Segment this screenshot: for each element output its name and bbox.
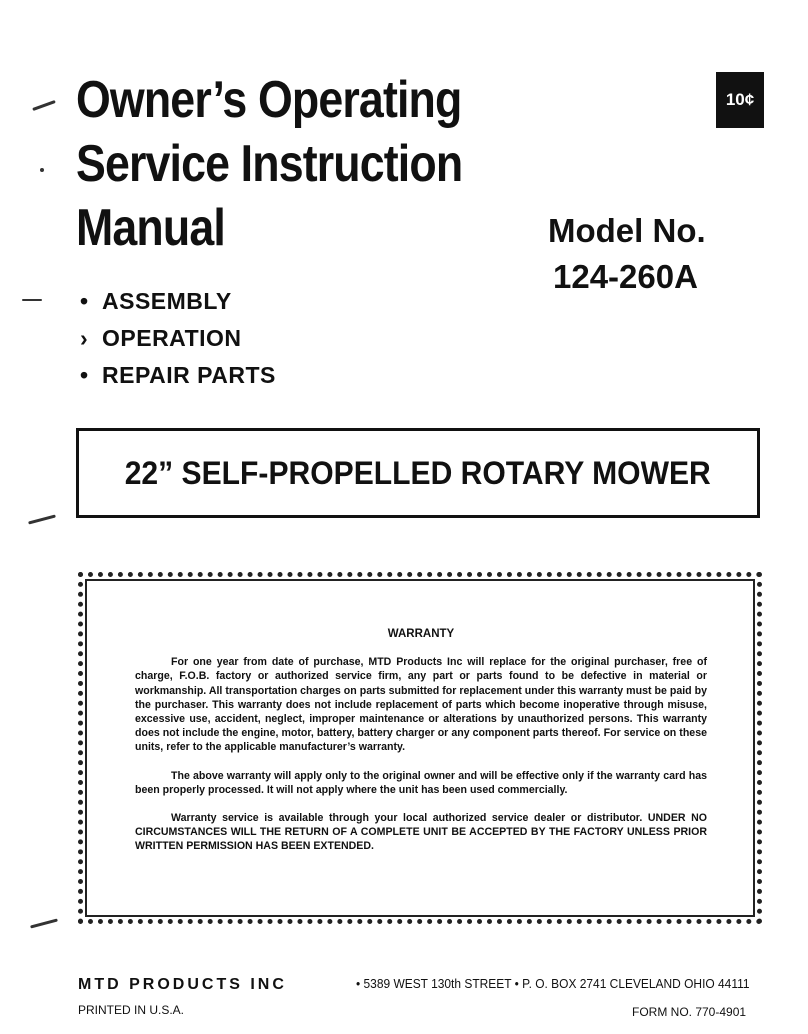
margin-mark xyxy=(40,168,44,172)
list-item-label: REPAIR PARTS xyxy=(102,362,276,388)
warranty-paragraph: Warranty service is available through your local authorized service dealer or distributor. UNDER NO CIRCUMSTANCES WILL THE RETURN OF A COMPLETE UNIT BE ACCEPTED BY THE FACTORY UNLESS PRIOR WRITTEN PERMISSION HAS BEEN EXTENDED. xyxy=(135,812,707,853)
company-address: • 5389 WEST 130th STREET • P. O. BOX 2741 CLEVELAND OHIO 44111 xyxy=(356,976,750,991)
list-item xyxy=(80,357,276,394)
manual-title xyxy=(76,68,463,260)
form-number: FORM NO. 770-4901 xyxy=(632,1005,747,1019)
title-line-1: Owner’s Operating xyxy=(76,71,462,129)
list-item xyxy=(80,320,276,357)
bullet-marker: • xyxy=(80,288,89,314)
bullet-marker: › xyxy=(80,325,89,351)
warranty-heading: WARRANTY xyxy=(387,628,455,640)
product-name: 22” SELF-PROPELLED ROTARY MOWER xyxy=(124,454,712,491)
contents-list xyxy=(80,283,276,394)
warranty-paragraph: The above warranty will apply only to the original owner and will be effective only if the warranty card has been properly processed. It will not apply where the unit has been used commercially. xyxy=(135,769,707,796)
bullet-marker: • xyxy=(80,362,89,388)
warranty-paragraph: For one year from date of purchase, MTD Products Inc will replace for the original purchaser, free of charge, F.O.B. factory or authorized service firm, any part or parts found to be defective in material or workmanship. All transportation charges on parts submitted for replacement under this warranty must be paid by the purchaser. This warranty does not include replacement of parts which become inoperative through misuse, excessive use, accident, neglect, improper maintenance or alterations by unauthorized persons. This warranty does not include the engine, motor, battery, battery charger or any component parts thereof. For service on these units, refer to the applicable manufacturer’s warranty. xyxy=(135,656,707,754)
margin-mark xyxy=(30,918,58,928)
margin-mark xyxy=(22,299,42,301)
list-item-label: OPERATION xyxy=(102,325,242,351)
model-label: Model No. xyxy=(548,212,706,249)
model-number: 124-260A xyxy=(553,258,698,295)
warranty-box xyxy=(78,572,762,924)
margin-mark xyxy=(28,514,56,524)
list-item-label: ASSEMBLY xyxy=(102,288,232,314)
price-tag: 10¢ xyxy=(716,72,764,128)
list-item xyxy=(80,283,276,320)
printed-in: PRINTED IN U.S.A. xyxy=(78,1003,185,1017)
title-line-3: Manual xyxy=(76,199,225,257)
margin-mark xyxy=(32,100,56,111)
title-line-2: Service Instruction xyxy=(76,135,463,193)
warranty-text xyxy=(135,627,707,868)
product-banner xyxy=(76,428,760,518)
company-name: MTD PRODUCTS INC xyxy=(78,976,287,993)
